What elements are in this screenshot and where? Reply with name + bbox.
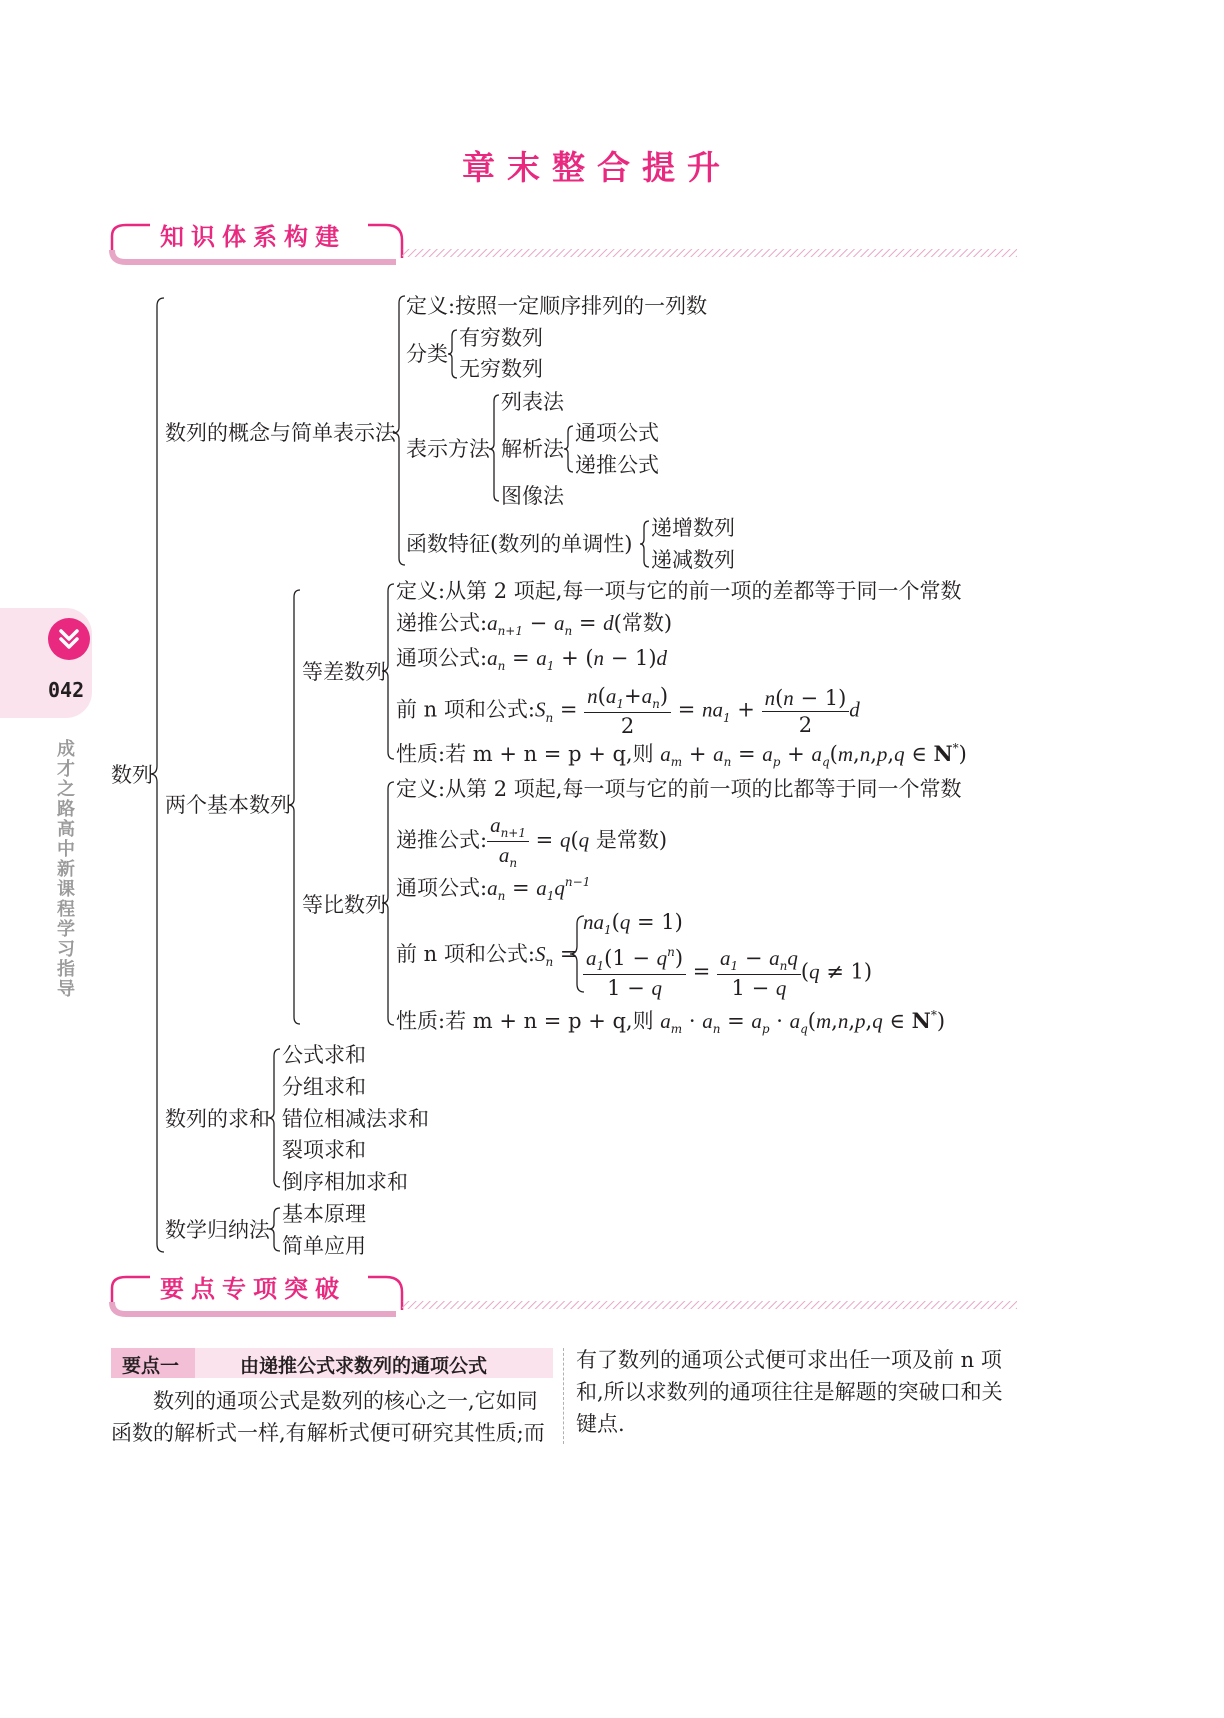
keypoint-tag: 要点一 xyxy=(122,1355,180,1377)
arithmetic-label: 等差数列 xyxy=(302,660,386,684)
tree-root: 数列 xyxy=(111,763,153,787)
analytic-method: 解析法 xyxy=(501,437,564,461)
keypoint-right-line: 和,所以求数列的通项往往是解题的突破口和关 xyxy=(576,1380,1003,1404)
arithmetic-recursive: 递推公式$:a_{n+1} - a_n = d$(常数) xyxy=(396,611,673,638)
keypoint-left-line: 函数的解析式一样,有解析式便可研究其性质;而 xyxy=(111,1421,545,1445)
section-title-keypoints: 要点专项突破 xyxy=(160,1275,346,1303)
summation-item: 错位相减法求和 xyxy=(282,1107,429,1131)
induction-item: 基本原理 xyxy=(282,1202,366,1226)
classification-label: 分类 xyxy=(406,342,448,366)
geometric-recursive: 递推公式: $\frac{a_{n+1}}{a_n}$ = q(q 是常数) xyxy=(396,813,668,870)
geometric-sum: 前 n 项和公式$:S_n$ = xyxy=(396,942,578,969)
concept-definition: 定义:按照一定顺序排列的一列数 xyxy=(406,294,708,318)
arithmetic-sum: 前 n 项和公式$:S_n$ = $\frac{n(a_1+a_n)}{2}$ = $na_1$ + $\frac{n(n - 1)}{2}$ d xyxy=(396,684,860,738)
section-title-knowledge: 知识体系构建 xyxy=(160,223,346,251)
column-divider xyxy=(563,1348,564,1444)
graph-method: 图像法 xyxy=(501,484,564,508)
keypoint-right-line: 键点. xyxy=(576,1412,625,1436)
geometric-sum-case2: $\frac{a_1(1 - q^n)}{1 - q}$ = $\frac{a_1 - a_nq}{1 - q}$ (q ≠ 1) xyxy=(583,946,872,1000)
geometric-general: 通项公式$:a_n = a_1q^{n-1}$ xyxy=(396,875,591,903)
finite-sequence: 有穷数列 xyxy=(459,326,543,350)
arithmetic-definition: 定义:从第 2 项起,每一项与它的前一项的差都等于同一个常数 xyxy=(396,579,962,603)
side-label: 成才之路 高中新课程学习指导 xyxy=(57,739,75,1000)
infinite-sequence: 无穷数列 xyxy=(459,357,543,381)
keypoint-heading: 由递推公式求数列的通项公式 xyxy=(240,1355,488,1377)
two-basic-label: 两个基本数列 xyxy=(165,793,291,817)
keypoint-right-line: 有了数列的通项公式便可求出任一项及前 n 项 xyxy=(576,1348,1002,1372)
page-number: 042 xyxy=(48,678,85,702)
recursive-formula: 递推公式 xyxy=(575,453,659,477)
summation-item: 公式求和 xyxy=(282,1043,366,1067)
methods-label: 表示方法 xyxy=(406,437,490,461)
arithmetic-property: 性质:若 m + n = p + q,则 $a_m + a_n = a_p + a_q(m,n,p,q$ ∈ N*) xyxy=(396,741,967,769)
list-method: 列表法 xyxy=(501,390,564,414)
geometric-label: 等比数列 xyxy=(302,893,386,917)
geometric-property: 性质:若 m + n = p + q,则 $a_m \cdot a_n = a_p \cdot a_q(m,n,p,q$ ∈ N*) xyxy=(396,1008,946,1036)
concept-label: 数列的概念与简单表示法 xyxy=(165,421,396,445)
function-feature: 函数特征(数列的单调性) xyxy=(406,532,633,556)
keypoint-left-line: 数列的通项公式是数列的核心之一,它如同 xyxy=(153,1389,538,1413)
summation-item: 倒序相加求和 xyxy=(282,1170,408,1194)
arithmetic-general: 通项公式$:a_n = a_1 + (n - 1)d$ xyxy=(396,646,668,673)
induction-label: 数学归纳法 xyxy=(165,1218,270,1242)
summation-item: 裂项求和 xyxy=(282,1138,366,1162)
decreasing-sequence: 递减数列 xyxy=(651,548,735,572)
induction-item: 简单应用 xyxy=(282,1234,366,1258)
geometric-definition: 定义:从第 2 项起,每一项与它的前一项的比都等于同一个常数 xyxy=(396,777,962,801)
summation-label: 数列的求和 xyxy=(165,1107,270,1131)
increasing-sequence: 递增数列 xyxy=(651,516,735,540)
summation-item: 分组求和 xyxy=(282,1075,366,1099)
page-title: 章末整合提升 xyxy=(462,148,732,187)
geometric-sum-case1: $na_1(q = 1)$ xyxy=(583,910,683,937)
general-formula: 通项公式 xyxy=(575,421,659,445)
